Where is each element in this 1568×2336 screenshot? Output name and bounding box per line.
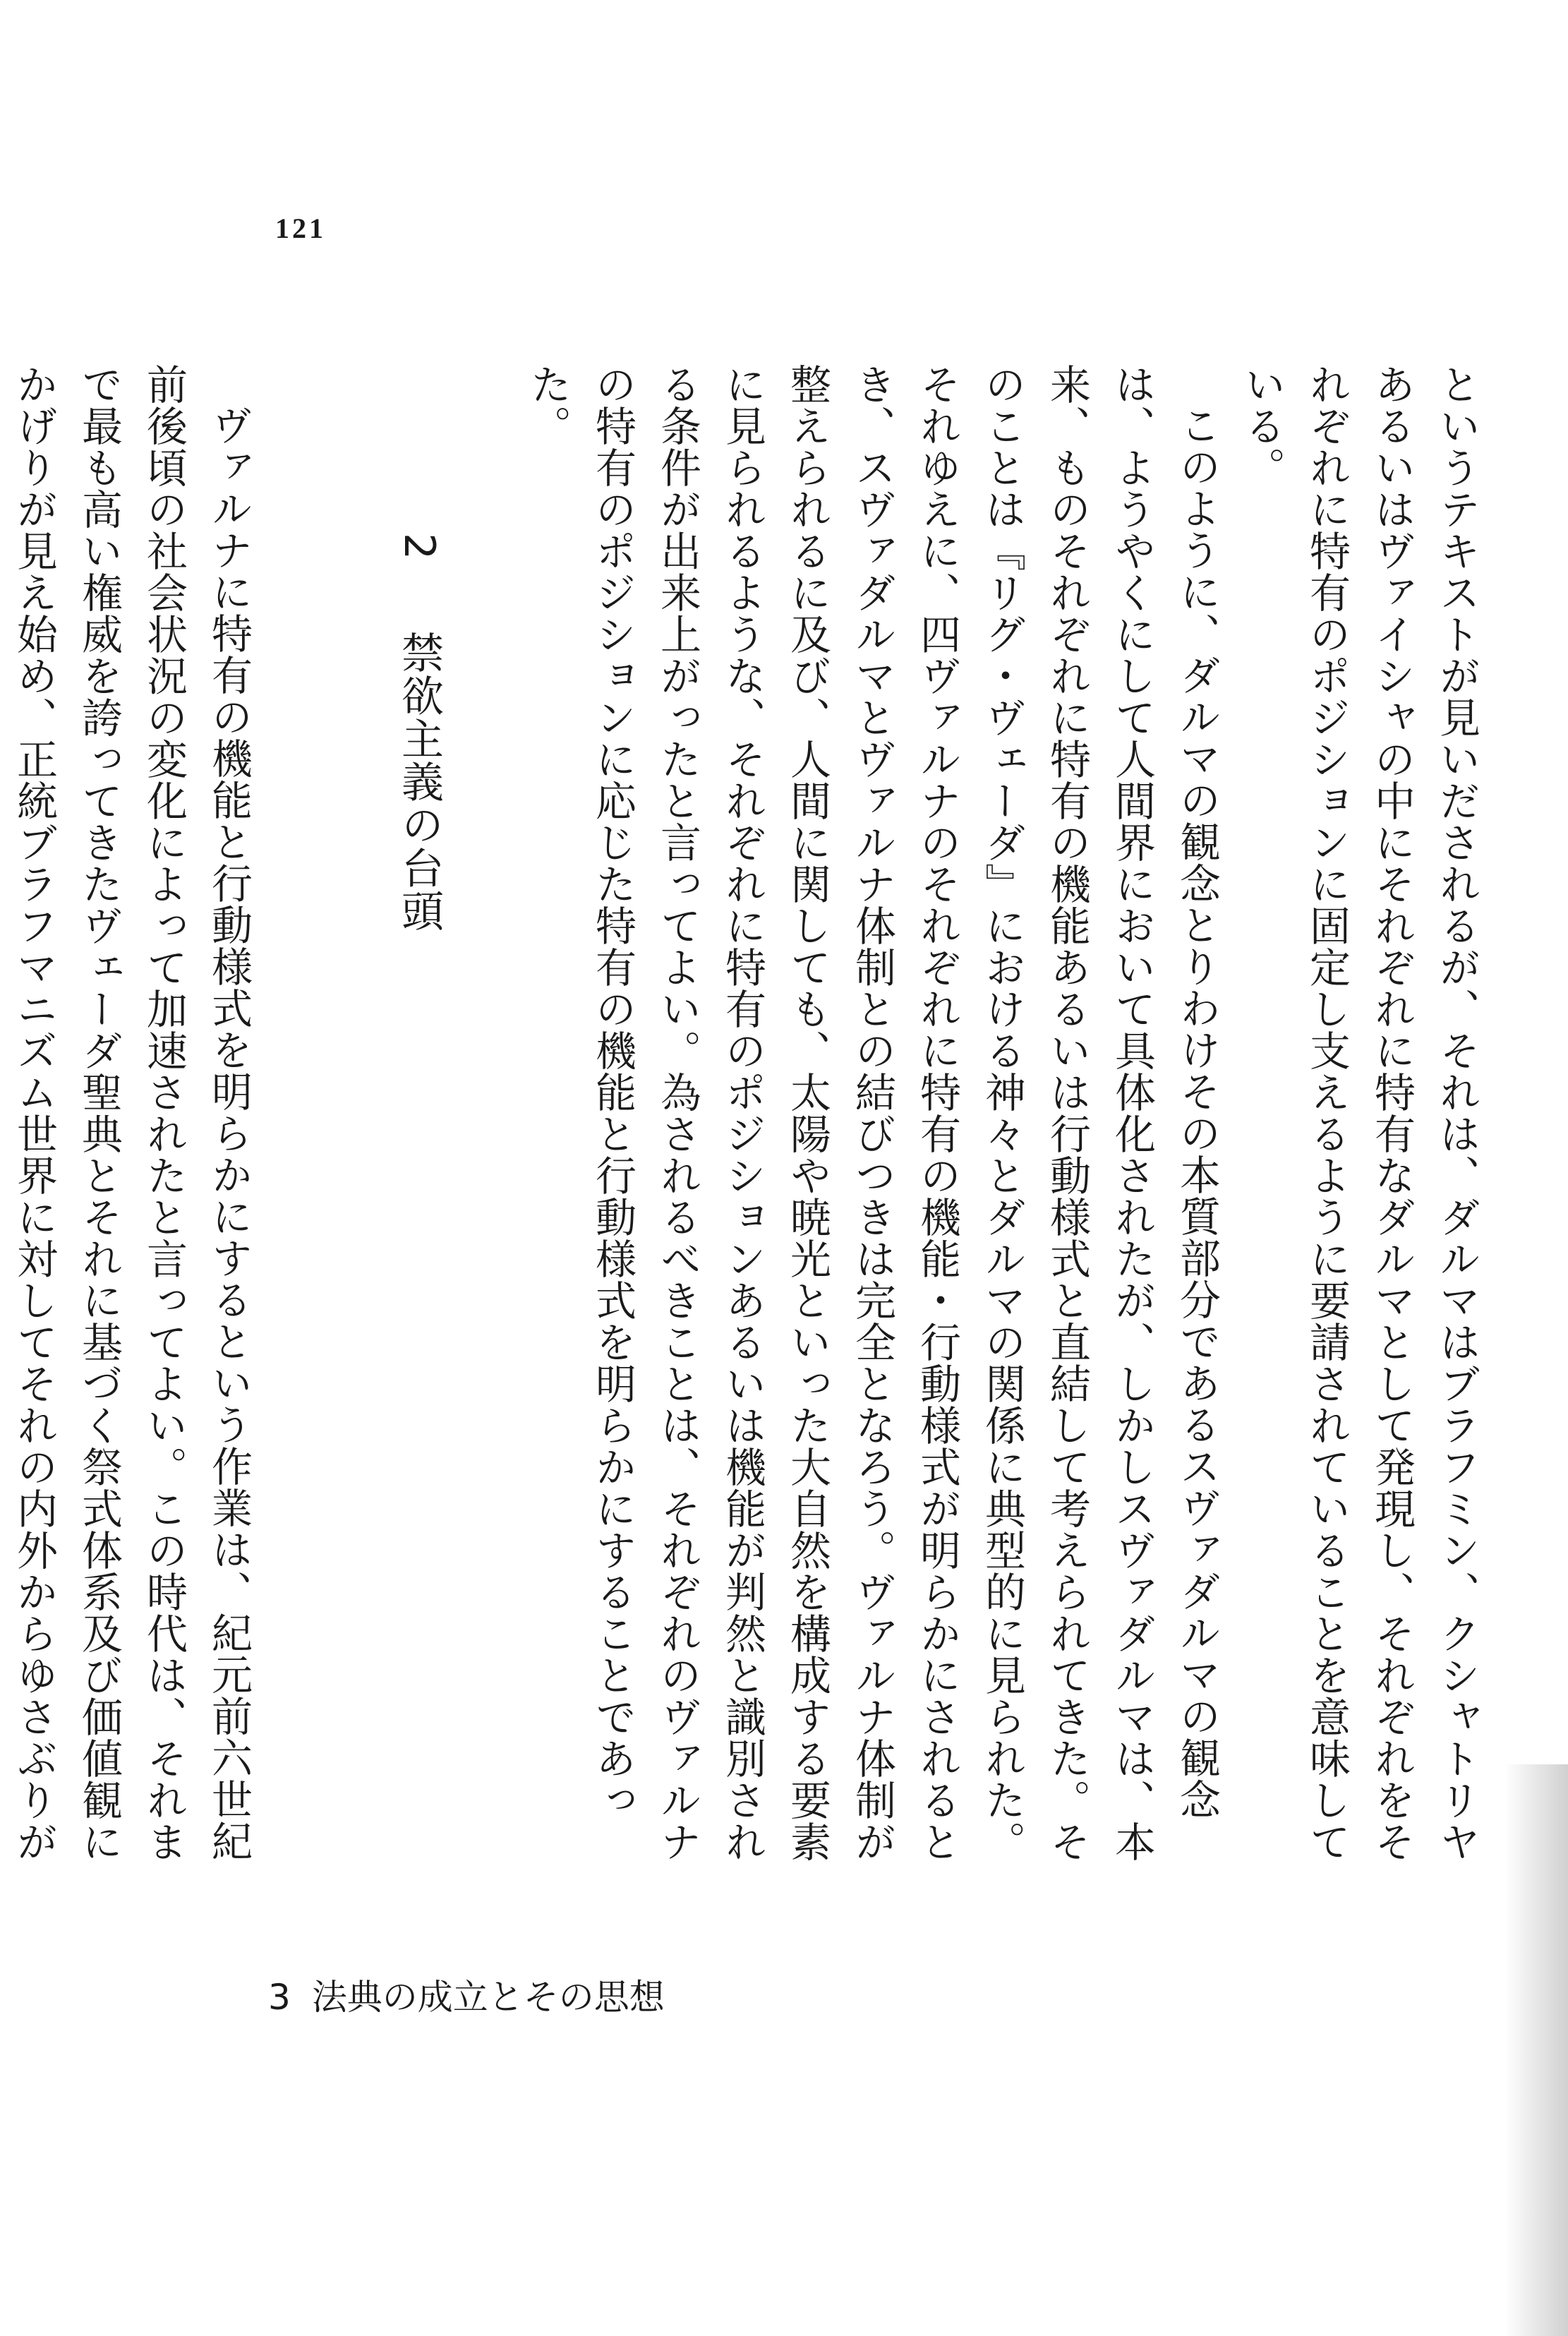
chapter-number: 3 (268, 1977, 291, 2018)
paragraph-3: ヴァルナに特有の機能と行動様式を明らかにするという作業は、紀元前六世紀前後頃の社会状況の変化によって加速されたと言ってよい。この時代は、それまで最も高い権威を誇ってきたヴェーダ聖典とそれに基づく祭式体系及び価値観にかげりが見え始め、正統ブラフマニズム世界に対してそれの内外からゆさぶりが (10, 363, 253, 1862)
section-title: 禁欲主義の台頭 (394, 631, 444, 933)
section-number: 2 (394, 533, 444, 561)
running-footer (268, 1969, 665, 2020)
paragraph-2: このように、ダルマの観念とりわけその本質部分であるスヴァダルマの観念は、ようやくにして人間界において具体化されたが、しかしスヴァダルマは、本来、ものそれぞれに特有の機能あるいは行動様式と直結して考えられてきた。そのことは『リグ・ヴェーダ』における神々とダルマの関係に典型的に見られた。それゆえに、四ヴァルナのそれぞれに特有の機能・行動様式が明らかにされるとき、スヴァダルマとヴァルナ体制との結びつきは完全となろう。ヴァルナ体制が整えられるに及び、人間に関しても、太陽や暁光といった大自然を構成する要素に見られるような、それぞれに特有のポジションあるいは機能が判然と識別される条件が出来上がったと言ってよい。為されるべきことは、それぞれのヴァルナの特有のポジションに応じた特有の機能と行動様式を明らかにすることであった。 (524, 363, 1221, 1862)
chapter-title: 法典の成立とその思想 (311, 1977, 665, 2018)
body-text (10, 363, 1489, 1902)
page-number: 121 (275, 212, 326, 244)
section-heading (261, 363, 515, 1902)
paragraph-1: というテキストが見いだされるが、それは、ダルマはブラフミン、クシャトリヤあるいはヴァイシャの中にそれぞれに特有なダルマとして発現し、それぞれをそれぞれに特有のポジションに固定し支えるように要請されていることを意味している。 (1238, 363, 1480, 1862)
scan-edge-shadow (1504, 1764, 1568, 2336)
